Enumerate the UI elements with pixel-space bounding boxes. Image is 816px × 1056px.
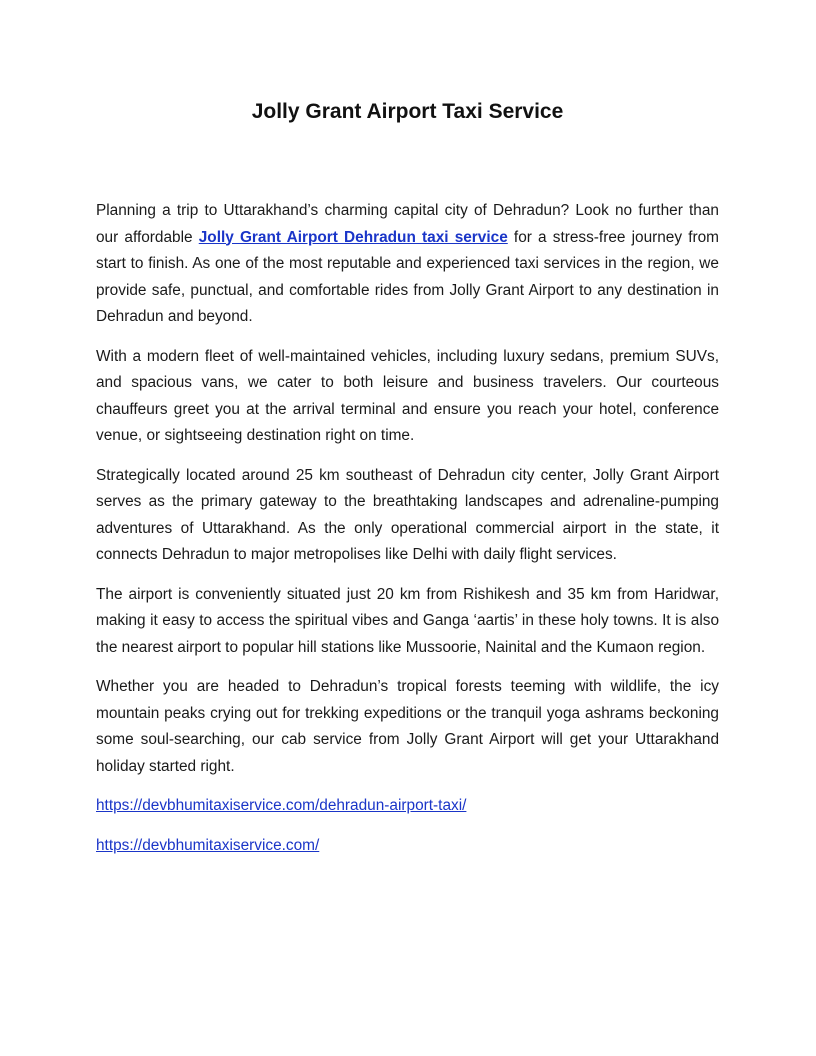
page-title: Jolly Grant Airport Taxi Service (251, 100, 564, 123)
paragraph-intro-after: for a stress-free journey from start to finish. As one of the most reputable and experienced taxi services in the region, we provide safe, punctual, and comfortable rides from Jolly Grant Airport to any destination in Dehradun and beyond. (96, 228, 719, 325)
airport-taxi-url-link[interactable]: https://devbhumitaxiservice.com/dehradun-airport-taxi/ (96, 797, 467, 814)
taxi-service-link[interactable]: Jolly Grant Airport Dehradun taxi service (198, 228, 508, 246)
paragraph-location: Strategically located around 25 km southeast of Dehradun city center, Jolly Grant Airport serves as the primary gateway to the breathtaking landscapes and adrenaline-pumping adventures of Uttarakhand. As the only operational commercial airport in the state, it connects Dehradun to major metropolises like Delhi with daily flight services. (96, 466, 719, 563)
document-body (96, 198, 719, 859)
link-line-home (96, 833, 719, 860)
paragraph-fleet: With a modern fleet of well-maintained vehicles, including luxury sedans, premium SUVs, and spacious vans, we cater to both leisure and business travelers. Our courteous chauffeurs greet you at the arrival terminal and ensure you reach your hotel, conference venue, or sightseeing destination right on time. (96, 347, 719, 444)
document-page (96, 96, 719, 872)
homepage-url-link[interactable]: https://devbhumitaxiservice.com/ (96, 836, 320, 854)
paragraph-intro-before: Planning a trip to Uttarakhand’s charming capital city of Dehradun? Look no further than our affordable (96, 202, 719, 246)
paragraph-nearby: The airport is conveniently situated just 20 km from Rishikesh and 35 km from Haridwar, making it easy to access the spiritual vibes and Ganga ‘aartis’ in these holy towns. It is also the nearest airport to popular hill stations like Mussoorie, Nainital and the Kumaon region. (96, 585, 719, 656)
link-line-airport (96, 793, 719, 820)
paragraph-intro (96, 198, 719, 331)
paragraph-destinations: Whether you are headed to Dehradun’s tropical forests teeming with wildlife, the icy mountain peaks crying out for trekking expeditions or the tranquil yoga ashrams beckoning some soul-searching, our cab service from Jolly Grant Airport will get your Uttarakhand holiday started right. (96, 678, 719, 775)
